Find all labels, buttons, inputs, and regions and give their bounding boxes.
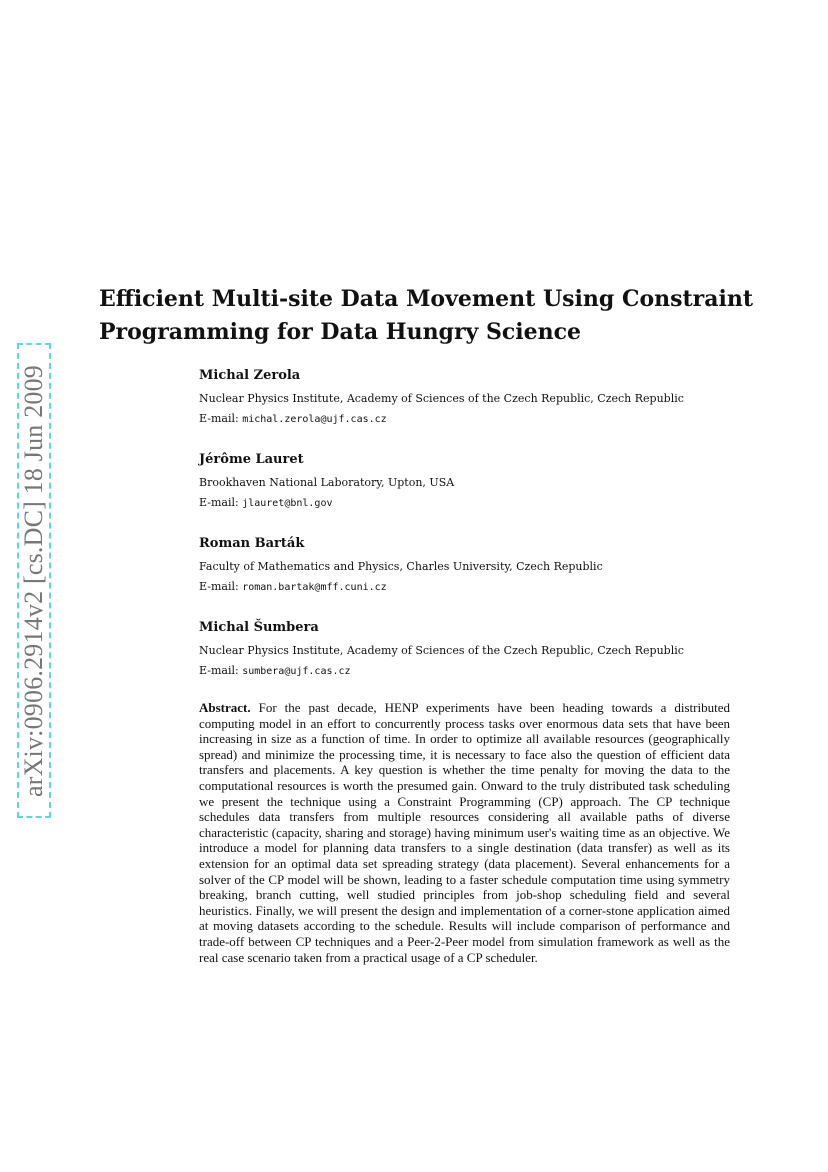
author-email: michal.zerola@ujf.cas.cz [242,414,387,425]
author-email-line [199,409,759,430]
author-block [199,366,759,450]
abstract-heading: Abstract. [199,700,251,715]
author-affiliation: Brookhaven National Laboratory, Upton, USA [199,476,455,489]
author-block [199,618,759,702]
author-email-line [199,577,759,598]
author-name: Michal Šumbera [199,620,319,635]
author-email: jlauret@bnl.gov [242,498,333,509]
author-block [199,450,759,534]
email-label: E-mail: [199,412,243,425]
paper-title: Efficient Multi-site Data Movement Using Constraint Programming for Data Hungry Science [99,286,754,345]
email-label: E-mail: [199,580,243,593]
author-email-line [199,661,759,682]
author-affiliation: Nuclear Physics Institute, Academy of Sciences of the Czech Republic, Czech Republic [199,392,684,405]
author-list [199,366,759,702]
author-name: Roman Barták [199,536,305,551]
email-label: E-mail: [199,496,243,509]
arxiv-identifier-stamp [17,343,51,818]
abstract-body: For the past decade, HENP experiments have been heading towards a distributed computing model in an effort to concurrently process tasks over enormous data sets that have been increasing in size as a function of time. In order to optimize all available resources (geographically spread) and minimize the processing time, it is necessary to face also the question of efficient data transfers and placements. A key question is whether the time penalty for moving the data to the computational resources is worth the presumed gain. Onward to the truly distributed task scheduling we present the technique using a Constraint Programming (CP) approach. The CP technique schedules data transfers from multiple resources considering all available paths of diverse characteristic (capacity, sharing and storage) having minimum user's waiting time as an objective. We introduce a model for planning data transfers to a single destination (data transfer) as well as its extension for an optimal data set spreading strategy (data placement). Several enhancements for a solver of the CP model will be shown, leading to a faster schedule computation time using symmetry breaking, branch cutting, well studied principles from job-shop scheduling field and several heuristics. Finally, we will present the design and implementation of a corner-stone application aimed at moving datasets according to the schedule. Results will include comparison of performance and trade-off between CP techniques and a Peer-2-Peer model from simulation framework as well as the real case scenario taken from a practical usage of a CP scheduler. [199,700,730,965]
author-email: sumbera@ujf.cas.cz [242,666,351,677]
author-affiliation: Nuclear Physics Institute, Academy of Sciences of the Czech Republic, Czech Republic [199,644,684,657]
abstract-paragraph [199,700,730,965]
author-email-line [199,493,759,514]
author-name: Jérôme Lauret [199,452,304,467]
email-label: E-mail: [199,664,243,677]
author-block [199,534,759,618]
author-email: roman.bartak@mff.cuni.cz [242,582,387,593]
author-affiliation: Faculty of Mathematics and Physics, Charles University, Czech Republic [199,560,603,573]
author-name: Michal Zerola [199,368,301,383]
arxiv-identifier-text: arXiv:0906.2914v2 [cs.DC] 18 Jun 2009 [19,364,48,797]
